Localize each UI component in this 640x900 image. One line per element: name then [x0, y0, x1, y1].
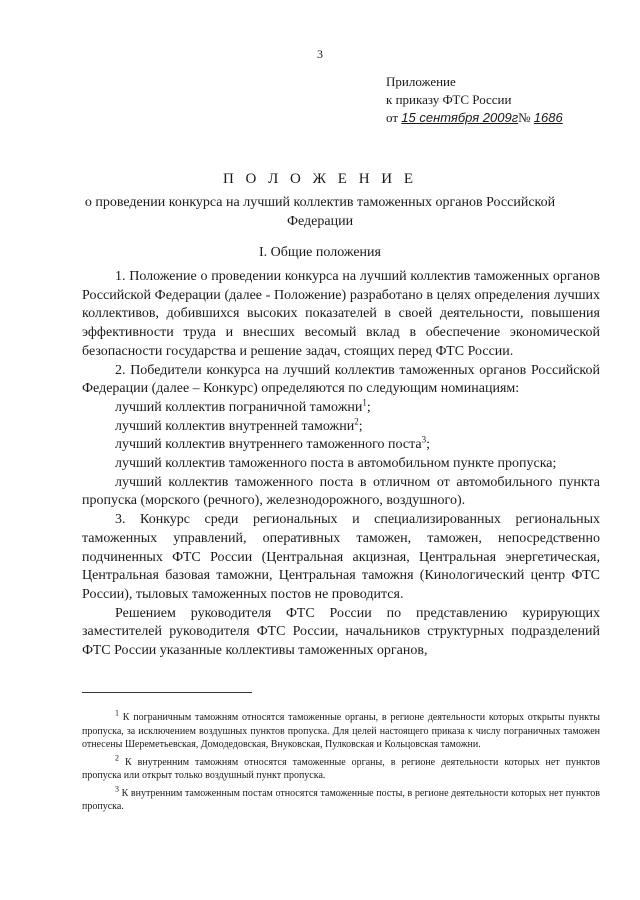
nomination-separator: ;: [426, 437, 430, 453]
footnote-3-marker: 3: [115, 784, 119, 794]
number-label: №: [518, 110, 531, 125]
nomination-2-text: лучший коллектив внутренней таможни: [115, 418, 355, 434]
footnote-ref-3: 3: [421, 434, 427, 445]
nomination-3-text: лучший коллектив внутреннего таможенного поста: [115, 437, 422, 453]
body-text: [82, 268, 600, 661]
nomination-separator: ;: [366, 399, 371, 415]
from-label: от: [386, 110, 399, 125]
footnote-ref-1: 1: [362, 397, 367, 408]
footnote-2: [82, 753, 600, 783]
order-number: 1686: [533, 110, 563, 125]
appendix-order-reference: к приказу ФТС России: [386, 92, 512, 107]
footnote-ref-2: 2: [354, 415, 359, 426]
paragraph-3: 3. Конкурс среди региональных и специализированных региональных таможенных управлений, оперативных таможен, таможен, непосредственно подчиненных ФТС России (Центральная акцизная, Центральная энергетическая, Центральная базовая таможни, Центральная таможня (Кинологический центр ФТС России), тыловых таможенных постов не проводится.: [82, 512, 600, 602]
page-number: 3: [317, 47, 323, 61]
footnote-2-marker: 2: [115, 753, 119, 763]
nomination-1-text: лучший коллектив пограничной таможни: [115, 399, 363, 415]
paragraph-1: 1. Положение о проведении конкурса на лучший коллектив таможенных органов Российской Федерации (далее - Положение) разработано в целях определения лучших коллективов, добившихся высоких показателей в своей деятельности, повышения эффективности труда и внесших весомый вклад в обеспечение экономической безопасности государства и решение задач, стоящих перед ФТС России.: [82, 269, 600, 359]
footnote-3-text: К внутренним таможенным постам относятся таможенные посты, в регионе деятельности которых нет пунктов пропуска.: [82, 787, 600, 812]
section-heading: I. Общие положения: [259, 245, 381, 260]
nomination-1: [82, 399, 600, 418]
appendix-label: Приложение: [386, 74, 456, 89]
order-date: 15 сентября 2009г: [401, 110, 519, 125]
document-title: П О Л О Ж Е Н И Е: [222, 171, 418, 187]
footnote-1-marker: 1: [115, 708, 119, 718]
nomination-5: лучший коллектив таможенного поста в отличном от автомобильного пункта пропуска (морского (речного), железнодорожного, воздушного).: [82, 474, 600, 509]
footnote-2-text: К внутренним таможням относятся таможенные органы, в регионе деятельности которых нет пунктов пропуска или открыт только воздушный пункт пропуска.: [82, 756, 600, 781]
footnote-1-text: К пограничным таможням относятся таможенные органы, в регионе деятельности которых открыты пункты пропуска, за исключением воздушных пунктов пропуска. Для целей настоящего приказа к числу пограничных таможен отнесены Шереметьевская, Домодедовская, Внуковская, Пулковская и Кольцовская таможни.: [82, 712, 600, 750]
footnote-divider: [82, 692, 252, 693]
paragraph-2: 2. Победители конкурса на лучший коллектив таможенных органов Российской Федерации (далее – Конкурс) определяются по следующим номинациям:: [82, 362, 600, 397]
paragraph-4: Решением руководителя ФТС России по представлению курирующих заместителей руководителя ФТС России, начальников структурных подразделений ФТС России указанные коллективы таможенных органов,: [82, 605, 600, 659]
footnotes: [82, 708, 600, 818]
nomination-2: [82, 415, 600, 437]
footnote-1: [82, 708, 600, 752]
footnote-3: [82, 784, 600, 814]
nomination-separator: ;: [358, 418, 363, 434]
appendix-block: [386, 73, 563, 127]
nomination-4: лучший коллектив таможенного поста в автомобильном пункте пропуска;: [115, 456, 557, 472]
nomination-3: [82, 436, 600, 455]
document-subtitle: о проведении конкурса на лучший коллектив таможенных органов Российской Федерации: [84, 195, 556, 229]
appendix-date-line: [386, 109, 563, 127]
